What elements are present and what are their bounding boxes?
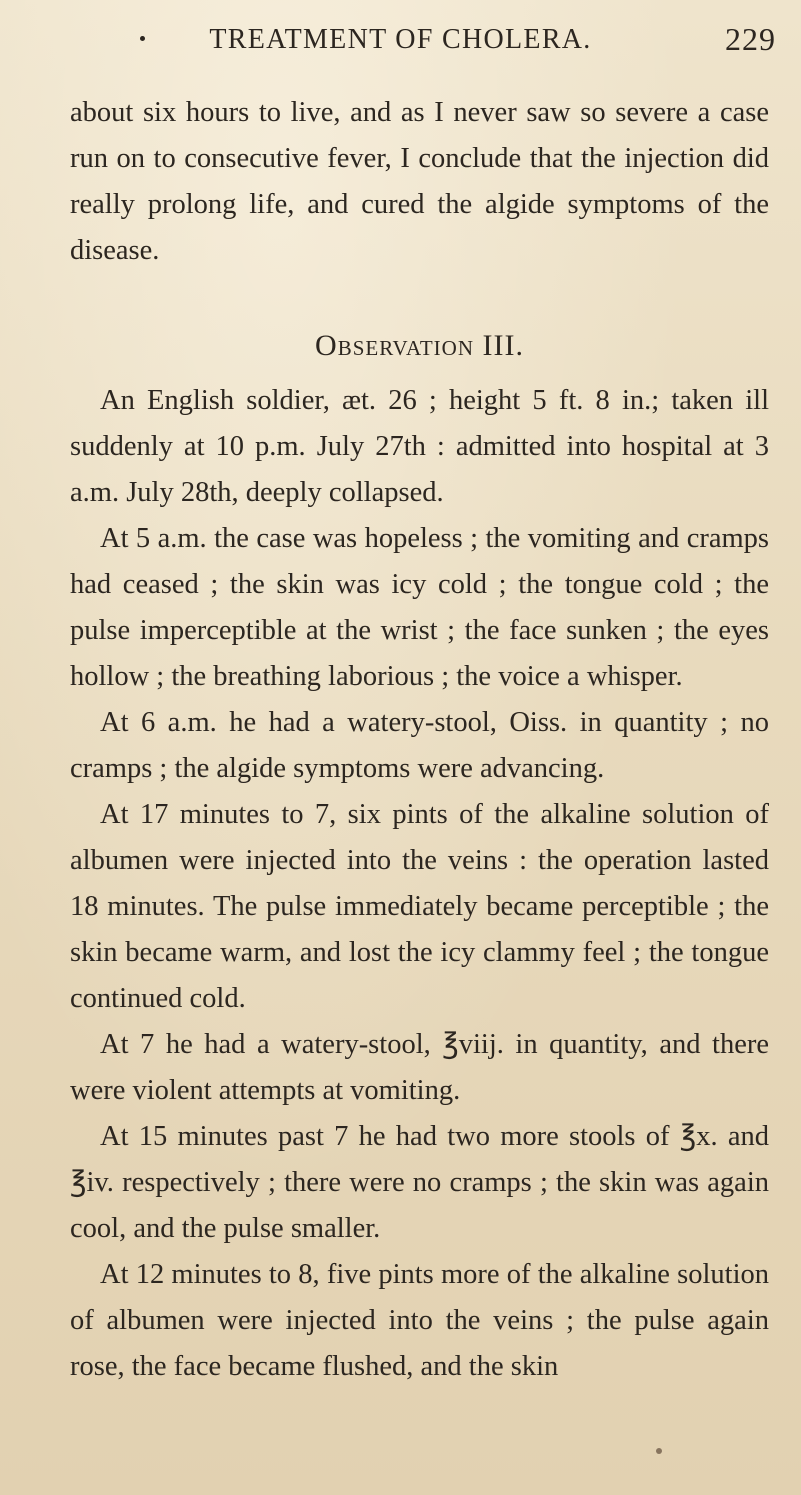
paragraph-2: At 5 a.m. the case was hopeless ; the vomiting and cramps had ceased ; the skin was icy cold ; the tongue cold ; the pulse imperceptible at the wrist ; the face sunken ; the eyes hollow ; the breathing laborious ; the voice a whisper.: [70, 523, 769, 692]
running-title: TREATMENT OF CHOLERA.: [209, 24, 592, 55]
page-number: 229: [725, 21, 776, 57]
intro-paragraph: about six hours to live, and as I never saw so severe a case run on to consecutive fever, I conclude that the injection did really prolong life, and cured the algide symptoms of the disease.: [70, 97, 769, 266]
ink-speck: [656, 1448, 662, 1454]
paragraph-5: At 7 he had a watery-stool, ℥viij. in quantity, and there were violent attempts at vomiting.: [70, 1029, 769, 1106]
running-head: [0, 20, 801, 60]
body-text: [70, 90, 769, 1390]
paragraph-7: At 12 minutes to 8, five pints more of the alkaline solution of albumen were injected into the veins ; the pulse again rose, the face became flushed, and the skin: [70, 1259, 769, 1382]
section-heading: Observation III.: [315, 329, 524, 362]
paragraph-3: At 6 a.m. he had a watery-stool, Oiss. in quantity ; no cramps ; the algide symptoms were advancing.: [70, 707, 769, 784]
paragraph-1: An English soldier, æt. 26 ; height 5 ft. 8 in.; taken ill suddenly at 10 p.m. July 27th : admitted into hospital at 3 a.m. July 28th, deeply collapsed.: [70, 385, 769, 508]
paragraph-4: At 17 minutes to 7, six pints of the alkaline solution of albumen were injected into the veins : the operation lasted 18 minutes. The pulse immediately became perceptible ; the skin became warm, and lost the icy clammy feel ; the tongue continued cold.: [70, 799, 769, 1014]
paragraph-6: At 15 minutes past 7 he had two more stools of ℥x. and ℥iv. respectively ; there were no cramps ; the skin was again cool, and the pulse smaller.: [70, 1121, 769, 1244]
